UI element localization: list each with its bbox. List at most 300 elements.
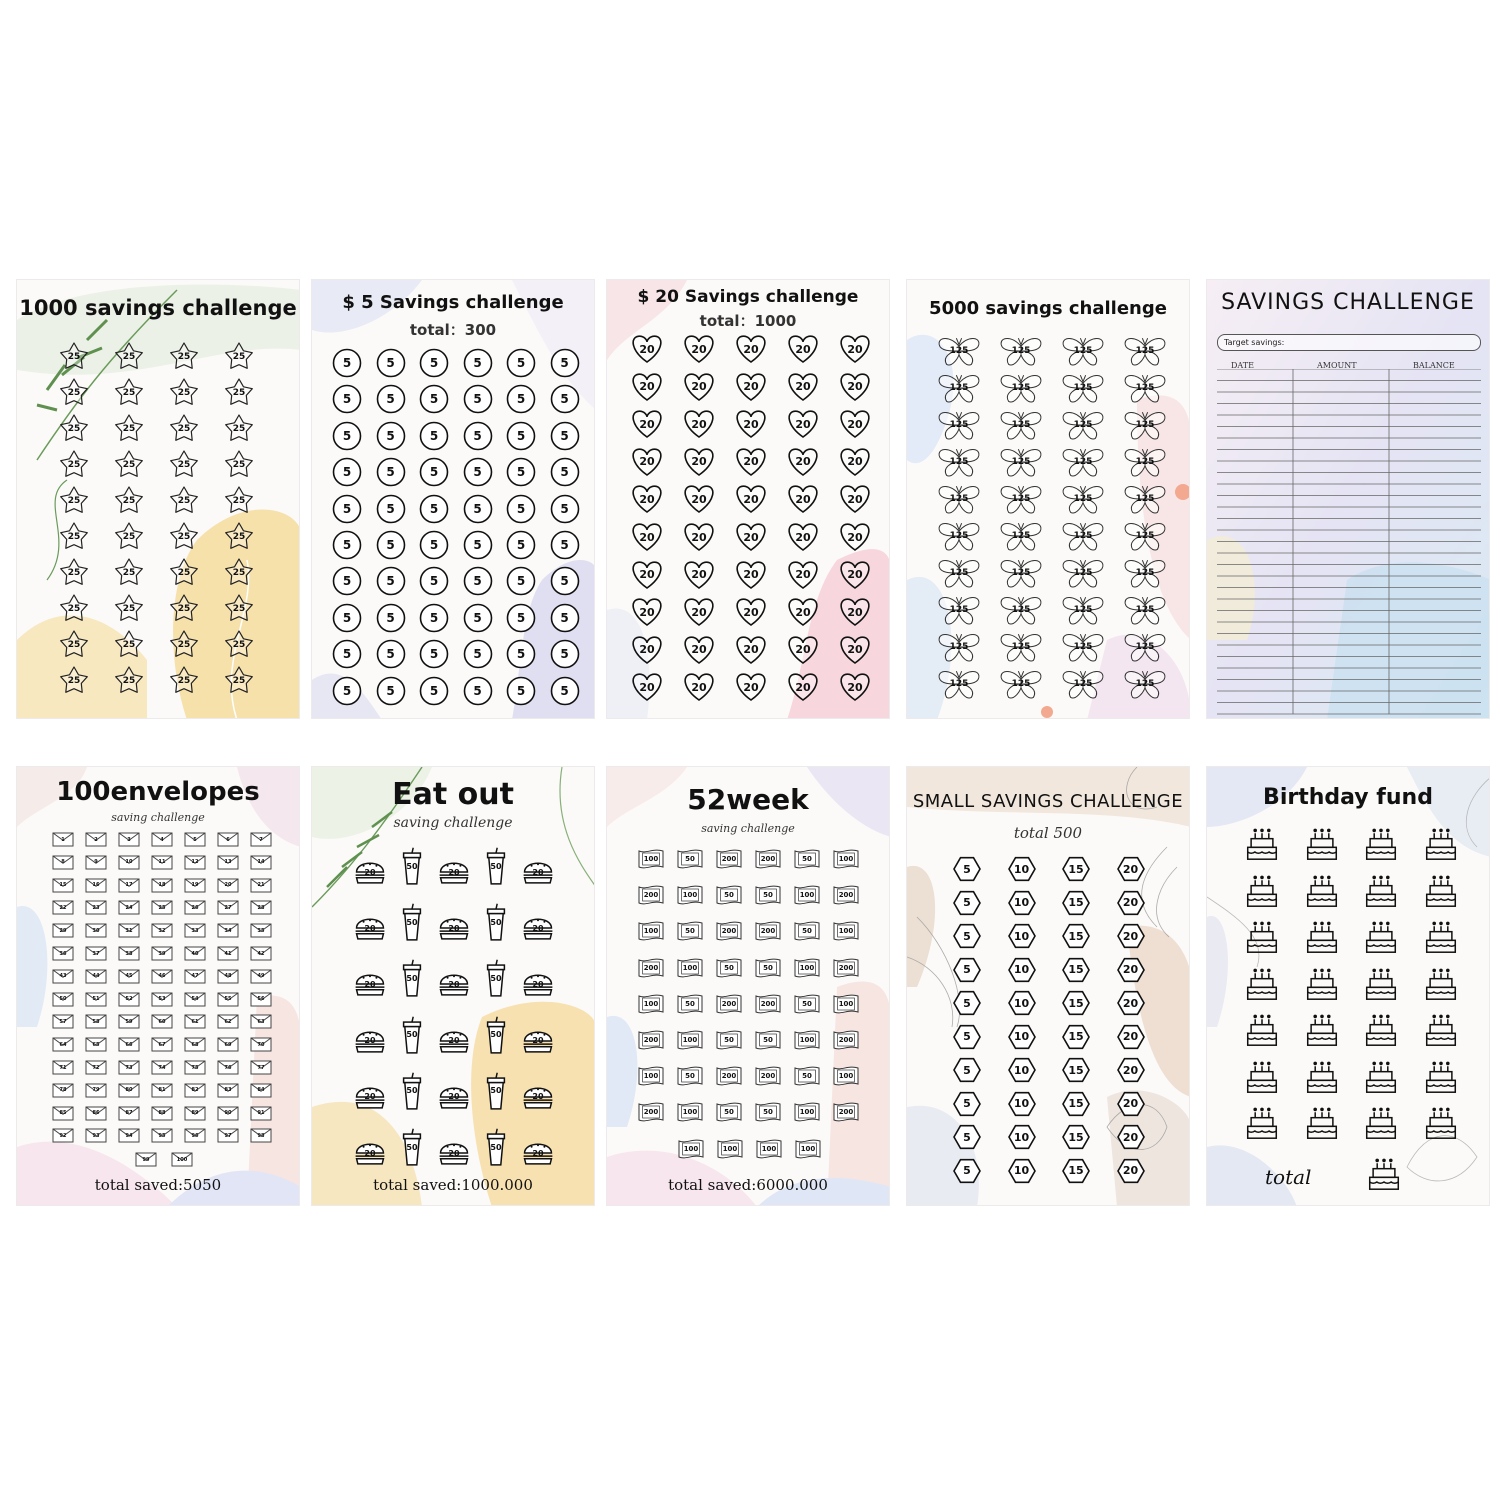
heart-cell[interactable]	[681, 333, 717, 365]
envelope-cell[interactable]	[217, 1128, 239, 1143]
coin-cell[interactable]	[506, 384, 536, 414]
butterfly-cell[interactable]	[999, 372, 1043, 404]
star-cell[interactable]	[59, 486, 89, 516]
coin-cell[interactable]	[332, 421, 362, 451]
coin-cell[interactable]	[506, 603, 536, 633]
cup-cell[interactable]	[484, 1016, 508, 1054]
bill-cell[interactable]	[637, 1102, 665, 1122]
star-cell[interactable]	[169, 558, 199, 588]
coin-cell[interactable]	[419, 494, 449, 524]
envelope-cell[interactable]	[85, 923, 107, 938]
bill-cell[interactable]	[637, 885, 665, 905]
star-cell[interactable]	[114, 486, 144, 516]
burger-cell[interactable]	[354, 1140, 386, 1166]
envelope-cell[interactable]	[250, 1060, 272, 1075]
coin-cell[interactable]	[463, 348, 493, 378]
coin-cell[interactable]	[506, 676, 536, 706]
hexagon-cell[interactable]	[951, 1157, 983, 1185]
bill-cell[interactable]	[676, 994, 704, 1014]
star-cell[interactable]	[114, 522, 144, 552]
star-cell[interactable]	[114, 378, 144, 408]
envelope-cell[interactable]	[171, 1152, 193, 1167]
bill-cell[interactable]	[676, 958, 704, 978]
envelope-cell[interactable]	[184, 923, 206, 938]
hexagon-cell[interactable]	[1060, 1090, 1092, 1118]
heart-cell[interactable]	[733, 408, 769, 440]
hexagon-cell[interactable]	[951, 889, 983, 917]
coin-cell[interactable]	[419, 603, 449, 633]
envelope-cell[interactable]	[118, 1128, 140, 1143]
coin-cell[interactable]	[419, 639, 449, 669]
envelope-cell[interactable]	[52, 969, 74, 984]
heart-cell[interactable]	[629, 483, 665, 515]
burger-cell[interactable]	[438, 859, 470, 885]
heart-cell[interactable]	[837, 559, 873, 591]
butterfly-cell[interactable]	[1123, 631, 1167, 663]
star-cell[interactable]	[169, 522, 199, 552]
coin-cell[interactable]	[550, 494, 580, 524]
bill-cell[interactable]	[754, 1066, 782, 1086]
bill-cell[interactable]	[754, 885, 782, 905]
heart-cell[interactable]	[733, 446, 769, 478]
cake-cell[interactable]	[1245, 825, 1279, 861]
envelope-cell[interactable]	[184, 1106, 206, 1121]
cake-cell[interactable]	[1245, 872, 1279, 908]
burger-cell[interactable]	[354, 1084, 386, 1110]
bill-cell[interactable]	[676, 1102, 704, 1122]
envelope-cell[interactable]	[118, 992, 140, 1007]
envelope-cell[interactable]	[52, 1037, 74, 1052]
bill-cell[interactable]	[755, 1139, 783, 1159]
bill-cell[interactable]	[715, 885, 743, 905]
envelope-cell[interactable]	[184, 946, 206, 961]
envelope-cell[interactable]	[118, 855, 140, 870]
envelope-cell[interactable]	[52, 1128, 74, 1143]
star-cell[interactable]	[114, 414, 144, 444]
envelope-cell[interactable]	[217, 969, 239, 984]
envelope-cell[interactable]	[52, 923, 74, 938]
star-cell[interactable]	[114, 630, 144, 660]
butterfly-cell[interactable]	[937, 668, 981, 700]
heart-cell[interactable]	[785, 559, 821, 591]
coin-cell[interactable]	[332, 566, 362, 596]
cake-cell[interactable]	[1245, 1058, 1279, 1094]
butterfly-cell[interactable]	[1123, 594, 1167, 626]
star-cell[interactable]	[114, 342, 144, 372]
bill-cell[interactable]	[676, 921, 704, 941]
cup-cell[interactable]	[484, 959, 508, 997]
bill-cell[interactable]	[793, 921, 821, 941]
coin-cell[interactable]	[332, 384, 362, 414]
heart-cell[interactable]	[733, 333, 769, 365]
butterfly-cell[interactable]	[937, 483, 981, 515]
coin-cell[interactable]	[376, 530, 406, 560]
hexagon-cell[interactable]	[1115, 1056, 1147, 1084]
envelope-cell[interactable]	[217, 1037, 239, 1052]
bill-cell[interactable]	[716, 1139, 744, 1159]
envelope-cell[interactable]	[118, 900, 140, 915]
coin-cell[interactable]	[506, 348, 536, 378]
heart-cell[interactable]	[629, 408, 665, 440]
cake-cell[interactable]	[1364, 1058, 1398, 1094]
coin-cell[interactable]	[332, 494, 362, 524]
cup-cell[interactable]	[400, 1072, 424, 1110]
heart-cell[interactable]	[629, 671, 665, 703]
envelope-cell[interactable]	[151, 832, 173, 847]
coin-cell[interactable]	[376, 494, 406, 524]
bill-cell[interactable]	[793, 994, 821, 1014]
coin-cell[interactable]	[419, 457, 449, 487]
hexagon-cell[interactable]	[1060, 956, 1092, 984]
coin-cell[interactable]	[550, 421, 580, 451]
butterfly-cell[interactable]	[937, 631, 981, 663]
envelope-cell[interactable]	[85, 992, 107, 1007]
bill-cell[interactable]	[793, 1030, 821, 1050]
hexagon-cell[interactable]	[951, 1090, 983, 1118]
bill-cell[interactable]	[832, 885, 860, 905]
heart-cell[interactable]	[837, 371, 873, 403]
bill-cell[interactable]	[832, 1030, 860, 1050]
star-cell[interactable]	[59, 630, 89, 660]
heart-cell[interactable]	[681, 446, 717, 478]
star-cell[interactable]	[169, 414, 199, 444]
envelope-cell[interactable]	[151, 1128, 173, 1143]
heart-cell[interactable]	[837, 333, 873, 365]
hexagon-cell[interactable]	[1006, 855, 1038, 883]
coin-cell[interactable]	[550, 676, 580, 706]
envelope-cell[interactable]	[184, 1128, 206, 1143]
star-cell[interactable]	[224, 522, 254, 552]
star-cell[interactable]	[114, 666, 144, 696]
envelope-cell[interactable]	[184, 1060, 206, 1075]
butterfly-cell[interactable]	[937, 409, 981, 441]
bill-cell[interactable]	[676, 849, 704, 869]
cake-cell[interactable]	[1424, 872, 1458, 908]
coin-cell[interactable]	[463, 384, 493, 414]
heart-cell[interactable]	[733, 521, 769, 553]
envelope-cell[interactable]	[85, 1128, 107, 1143]
star-cell[interactable]	[224, 486, 254, 516]
coin-cell[interactable]	[419, 676, 449, 706]
cake-cell[interactable]	[1424, 918, 1458, 954]
bill-cell[interactable]	[754, 1102, 782, 1122]
heart-cell[interactable]	[785, 671, 821, 703]
heart-cell[interactable]	[681, 671, 717, 703]
butterfly-cell[interactable]	[937, 520, 981, 552]
star-cell[interactable]	[59, 450, 89, 480]
envelope-cell[interactable]	[184, 1083, 206, 1098]
envelope-cell[interactable]	[118, 969, 140, 984]
coin-cell[interactable]	[419, 566, 449, 596]
heart-cell[interactable]	[837, 446, 873, 478]
bill-cell[interactable]	[637, 921, 665, 941]
hexagon-cell[interactable]	[1060, 1123, 1092, 1151]
hexagon-cell[interactable]	[951, 922, 983, 950]
heart-cell[interactable]	[629, 446, 665, 478]
envelope-cell[interactable]	[118, 1106, 140, 1121]
burger-cell[interactable]	[522, 915, 554, 941]
burger-cell[interactable]	[354, 1028, 386, 1054]
butterfly-cell[interactable]	[999, 483, 1043, 515]
burger-cell[interactable]	[438, 1084, 470, 1110]
cup-cell[interactable]	[400, 959, 424, 997]
burger-cell[interactable]	[354, 859, 386, 885]
hexagon-cell[interactable]	[1115, 1157, 1147, 1185]
bill-cell[interactable]	[793, 1066, 821, 1086]
coin-cell[interactable]	[550, 457, 580, 487]
butterfly-cell[interactable]	[1061, 335, 1105, 367]
hexagon-cell[interactable]	[1060, 855, 1092, 883]
cake-cell[interactable]	[1305, 1058, 1339, 1094]
envelope-cell[interactable]	[217, 900, 239, 915]
heart-cell[interactable]	[629, 559, 665, 591]
star-cell[interactable]	[59, 414, 89, 444]
bill-cell[interactable]	[637, 1030, 665, 1050]
envelope-cell[interactable]	[52, 1106, 74, 1121]
bill-cell[interactable]	[676, 885, 704, 905]
cake-cell[interactable]	[1424, 1104, 1458, 1140]
star-cell[interactable]	[114, 450, 144, 480]
coin-cell[interactable]	[419, 384, 449, 414]
star-cell[interactable]	[224, 450, 254, 480]
burger-cell[interactable]	[354, 971, 386, 997]
heart-cell[interactable]	[837, 671, 873, 703]
heart-cell[interactable]	[733, 671, 769, 703]
star-cell[interactable]	[169, 450, 199, 480]
star-cell[interactable]	[224, 342, 254, 372]
envelope-cell[interactable]	[118, 832, 140, 847]
heart-cell[interactable]	[785, 408, 821, 440]
cake-cell[interactable]	[1424, 1058, 1458, 1094]
envelope-cell[interactable]	[85, 1106, 107, 1121]
envelope-cell[interactable]	[52, 832, 74, 847]
heart-cell[interactable]	[837, 483, 873, 515]
envelope-cell[interactable]	[151, 923, 173, 938]
envelope-cell[interactable]	[151, 1083, 173, 1098]
cup-cell[interactable]	[400, 1128, 424, 1166]
envelope-cell[interactable]	[184, 1037, 206, 1052]
envelope-cell[interactable]	[250, 878, 272, 893]
coin-cell[interactable]	[376, 676, 406, 706]
bill-cell[interactable]	[832, 849, 860, 869]
butterfly-cell[interactable]	[1061, 668, 1105, 700]
hexagon-cell[interactable]	[1115, 1090, 1147, 1118]
butterfly-cell[interactable]	[999, 335, 1043, 367]
bill-cell[interactable]	[793, 849, 821, 869]
butterfly-cell[interactable]	[999, 668, 1043, 700]
envelope-cell[interactable]	[85, 1060, 107, 1075]
bill-cell[interactable]	[832, 994, 860, 1014]
cake-cell[interactable]	[1424, 965, 1458, 1001]
heart-cell[interactable]	[629, 371, 665, 403]
envelope-cell[interactable]	[151, 878, 173, 893]
bill-cell[interactable]	[676, 1030, 704, 1050]
star-cell[interactable]	[59, 594, 89, 624]
star-cell[interactable]	[169, 666, 199, 696]
envelope-cell[interactable]	[250, 900, 272, 915]
coin-cell[interactable]	[550, 384, 580, 414]
butterfly-cell[interactable]	[1061, 557, 1105, 589]
bill-cell[interactable]	[832, 958, 860, 978]
burger-cell[interactable]	[438, 915, 470, 941]
butterfly-cell[interactable]	[1061, 483, 1105, 515]
envelope-cell[interactable]	[151, 1060, 173, 1075]
bill-cell[interactable]	[832, 921, 860, 941]
star-cell[interactable]	[59, 666, 89, 696]
burger-cell[interactable]	[438, 1028, 470, 1054]
bill-cell[interactable]	[754, 1030, 782, 1050]
butterfly-cell[interactable]	[1123, 483, 1167, 515]
heart-cell[interactable]	[785, 521, 821, 553]
bill-cell[interactable]	[637, 1066, 665, 1086]
cup-cell[interactable]	[400, 903, 424, 941]
coin-cell[interactable]	[376, 639, 406, 669]
heart-cell[interactable]	[733, 559, 769, 591]
hexagon-cell[interactable]	[951, 1123, 983, 1151]
cake-cell[interactable]	[1245, 965, 1279, 1001]
heart-cell[interactable]	[837, 634, 873, 666]
hexagon-cell[interactable]	[1006, 1090, 1038, 1118]
butterfly-cell[interactable]	[999, 594, 1043, 626]
envelope-cell[interactable]	[85, 969, 107, 984]
cup-cell[interactable]	[400, 847, 424, 885]
coin-cell[interactable]	[332, 457, 362, 487]
hexagon-cell[interactable]	[951, 956, 983, 984]
hexagon-cell[interactable]	[1060, 1056, 1092, 1084]
burger-cell[interactable]	[522, 1028, 554, 1054]
star-cell[interactable]	[59, 342, 89, 372]
heart-cell[interactable]	[681, 483, 717, 515]
hexagon-cell[interactable]	[951, 1056, 983, 1084]
envelope-cell[interactable]	[184, 878, 206, 893]
coin-cell[interactable]	[419, 348, 449, 378]
cake-cell[interactable]	[1305, 1104, 1339, 1140]
envelope-cell[interactable]	[151, 1037, 173, 1052]
envelope-cell[interactable]	[52, 946, 74, 961]
star-cell[interactable]	[114, 594, 144, 624]
heart-cell[interactable]	[785, 634, 821, 666]
star-cell[interactable]	[224, 666, 254, 696]
hexagon-cell[interactable]	[951, 989, 983, 1017]
cake-cell[interactable]	[1364, 918, 1398, 954]
star-cell[interactable]	[224, 630, 254, 660]
heart-cell[interactable]	[629, 634, 665, 666]
envelope-cell[interactable]	[217, 855, 239, 870]
envelope-cell[interactable]	[151, 1014, 173, 1029]
hexagon-cell[interactable]	[1115, 889, 1147, 917]
hexagon-cell[interactable]	[1060, 1157, 1092, 1185]
bill-cell[interactable]	[832, 1102, 860, 1122]
hexagon-cell[interactable]	[1006, 889, 1038, 917]
heart-cell[interactable]	[681, 634, 717, 666]
cup-cell[interactable]	[484, 847, 508, 885]
heart-cell[interactable]	[837, 596, 873, 628]
heart-cell[interactable]	[681, 596, 717, 628]
butterfly-cell[interactable]	[937, 594, 981, 626]
heart-cell[interactable]	[629, 333, 665, 365]
star-cell[interactable]	[169, 486, 199, 516]
hexagon-cell[interactable]	[1060, 1023, 1092, 1051]
star-cell[interactable]	[169, 342, 199, 372]
butterfly-cell[interactable]	[1123, 409, 1167, 441]
cup-cell[interactable]	[484, 1072, 508, 1110]
cake-cell[interactable]	[1305, 965, 1339, 1001]
butterfly-cell[interactable]	[937, 446, 981, 478]
cake-cell[interactable]	[1364, 965, 1398, 1001]
cake-cell[interactable]	[1364, 825, 1398, 861]
coin-cell[interactable]	[506, 421, 536, 451]
envelope-cell[interactable]	[52, 855, 74, 870]
envelope-cell[interactable]	[250, 969, 272, 984]
coin-cell[interactable]	[419, 421, 449, 451]
hexagon-cell[interactable]	[951, 855, 983, 883]
target-savings-field[interactable]: Target savings:	[1217, 334, 1481, 351]
hexagon-cell[interactable]	[1115, 1023, 1147, 1051]
butterfly-cell[interactable]	[1061, 446, 1105, 478]
butterfly-cell[interactable]	[999, 409, 1043, 441]
butterfly-cell[interactable]	[999, 557, 1043, 589]
butterfly-cell[interactable]	[1123, 520, 1167, 552]
butterfly-cell[interactable]	[999, 631, 1043, 663]
star-cell[interactable]	[114, 558, 144, 588]
envelope-cell[interactable]	[52, 1060, 74, 1075]
butterfly-cell[interactable]	[999, 446, 1043, 478]
cake-cell[interactable]	[1245, 918, 1279, 954]
envelope-cell[interactable]	[217, 992, 239, 1007]
hexagon-cell[interactable]	[1115, 956, 1147, 984]
bill-cell[interactable]	[715, 1066, 743, 1086]
heart-cell[interactable]	[681, 521, 717, 553]
coin-cell[interactable]	[332, 676, 362, 706]
coin-cell[interactable]	[550, 603, 580, 633]
heart-cell[interactable]	[785, 483, 821, 515]
coin-cell[interactable]	[376, 603, 406, 633]
envelope-cell[interactable]	[135, 1152, 157, 1167]
coin-cell[interactable]	[506, 566, 536, 596]
envelope-cell[interactable]	[85, 900, 107, 915]
envelope-cell[interactable]	[250, 832, 272, 847]
envelope-cell[interactable]	[217, 946, 239, 961]
hexagon-cell[interactable]	[1060, 989, 1092, 1017]
coin-cell[interactable]	[550, 348, 580, 378]
butterfly-cell[interactable]	[1061, 631, 1105, 663]
heart-cell[interactable]	[681, 371, 717, 403]
cake-cell[interactable]	[1245, 1011, 1279, 1047]
coin-cell[interactable]	[550, 566, 580, 596]
envelope-cell[interactable]	[184, 969, 206, 984]
coin-cell[interactable]	[463, 603, 493, 633]
bill-cell[interactable]	[637, 958, 665, 978]
bill-cell[interactable]	[754, 849, 782, 869]
bill-cell[interactable]	[794, 1139, 822, 1159]
coin-cell[interactable]	[332, 530, 362, 560]
envelope-cell[interactable]	[151, 992, 173, 1007]
bill-cell[interactable]	[676, 1066, 704, 1086]
hexagon-cell[interactable]	[1006, 1123, 1038, 1151]
envelope-cell[interactable]	[85, 878, 107, 893]
bill-cell[interactable]	[715, 958, 743, 978]
coin-cell[interactable]	[506, 494, 536, 524]
cup-cell[interactable]	[400, 1016, 424, 1054]
coin-cell[interactable]	[376, 566, 406, 596]
heart-cell[interactable]	[733, 596, 769, 628]
bill-cell[interactable]	[715, 1030, 743, 1050]
envelope-cell[interactable]	[250, 1128, 272, 1143]
hexagon-cell[interactable]	[1006, 956, 1038, 984]
hexagon-cell[interactable]	[1006, 1023, 1038, 1051]
cake-cell[interactable]	[1364, 1011, 1398, 1047]
butterfly-cell[interactable]	[937, 372, 981, 404]
